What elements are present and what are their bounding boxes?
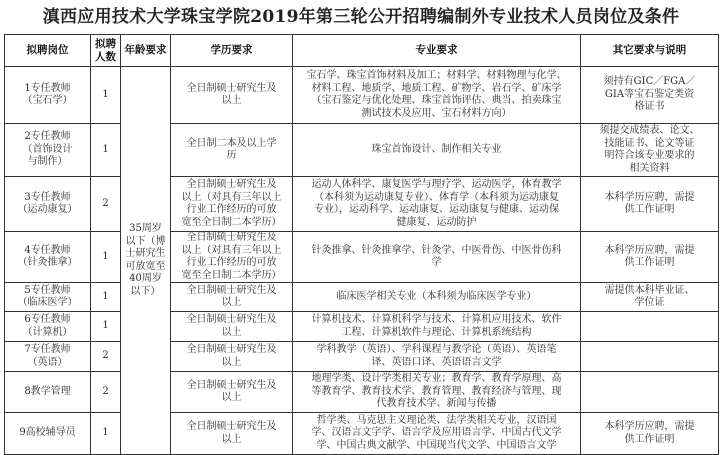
post-cell: 8教学管理 (5, 372, 91, 413)
education-cell: 全日制硕士研究生及 以上 (171, 342, 293, 372)
major-cell: 珠宝首饰设计、制作相关专业 (293, 124, 581, 177)
major-cell: 地理学类、设计学类相关专业；教育学、教育学原理、高 等教育学、教育技术学、教育管理、教育经济与管理、现 代教育技术学、新闻与传播 (293, 372, 581, 413)
other-cell: 须提交成绩表、论文、 技能证书、论文等证 明符合该专业要求的 相关资料 (581, 124, 719, 177)
other-cell: 本科学历应聘，需提 供工作证明 (581, 232, 719, 283)
education-cell: 全日制硕士研究生及 以上（对具有三年以上 行业工作经历的可放 宽至全日制二本学历） (171, 177, 293, 232)
other-cell (581, 372, 719, 413)
major-cell: 运动人体科学、康复医学与理疗学、运动医学，体育教学 （本科须为运动康复专业）、体育学（本科须为运动康复 专业），运动科学、运动康复、运动康复与健康、运动保 健康复、运动防护 (293, 177, 581, 232)
count-cell: 1 (91, 283, 121, 312)
major-cell: 计算机技术、计算机科学与技术、计算机应用技术、软件 工程、计算机软件与理论、计算机系统结构 (293, 312, 581, 342)
header-age: 年龄要求 (121, 35, 171, 67)
table-row (5, 372, 719, 413)
education-cell: 全日制硕士研究生及 以上 (171, 67, 293, 124)
other-cell: 本科学历应聘，需提 供工作证明 (581, 177, 719, 232)
major-cell: 针灸推拿、针灸推拿学、针灸学、中医骨伤、中医骨伤科 学 (293, 232, 581, 283)
count-cell: 1 (91, 232, 121, 283)
major-cell: 临床医学相关专业（本科须为临床医学专业） (293, 283, 581, 312)
post-cell: 7专任教师 （英语） (5, 342, 91, 372)
count-cell: 1 (91, 413, 121, 455)
post-cell: 2专任教师 （首饰设计 与制作） (5, 124, 91, 177)
count-cell: 2 (91, 177, 121, 232)
header-count: 拟聘 人数 (91, 35, 121, 67)
table-row (5, 342, 719, 372)
count-cell: 2 (91, 342, 121, 372)
table-row (5, 283, 719, 312)
post-cell: 9高校辅导员 (5, 413, 91, 455)
table-row (5, 413, 719, 455)
education-cell: 全日制二本及以上学 历 (171, 124, 293, 177)
post-cell: 4专任教师 （针灸推拿） (5, 232, 91, 283)
header-post: 拟聘岗位 (5, 35, 91, 67)
count-cell: 1 (91, 124, 121, 177)
count-cell: 1 (91, 67, 121, 124)
post-cell: 3专任教师 （运动康复） (5, 177, 91, 232)
table-row (5, 67, 719, 124)
count-cell: 1 (91, 312, 121, 342)
other-cell (581, 312, 719, 342)
table-row (5, 177, 719, 232)
table-row (5, 124, 719, 177)
header-other: 其它要求与说明 (581, 35, 719, 67)
post-cell: 5专任教师 （临床医学） (5, 283, 91, 312)
other-cell (581, 342, 719, 372)
post-cell: 1专任教师 （宝石学） (5, 67, 91, 124)
age-requirement-cell: 35周岁 以下（博 士研究生 可放宽至 40周岁 以下） (121, 67, 171, 455)
header-major: 专业要求 (293, 35, 581, 67)
header-education: 学历要求 (171, 35, 293, 67)
major-cell: 宝石学、珠宝首饰材料及加工；材料学、材料物理与化学、 材料工程、地质学、地质工程、矿物学、岩石学、矿床学 （宝石鉴定与优化处理、珠宝首饰评估、典当、拍卖珠宝 测试技术及应用、宝石材料方向） (293, 67, 581, 124)
table-row (5, 312, 719, 342)
table-header-row (5, 35, 719, 67)
other-cell: 须持有GIC／FGA／ GIA等宝石鉴定类资 格证书 (581, 67, 719, 124)
education-cell: 全日制硕士研究生及 以上 (171, 372, 293, 413)
other-cell: 本科学历应聘，需提 供工作证明 (581, 413, 719, 455)
count-cell: 2 (91, 372, 121, 413)
education-cell: 全日制硕士研究生及 以上（对具有三年以上 行业工作经历的可放 宽至全日制二本学历） (171, 232, 293, 283)
page-title: 滇西应用技术大学珠宝学院2019年第三轮公开招聘编制外专业技术人员岗位及条件 (42, 7, 680, 27)
table-row (5, 232, 719, 283)
education-cell: 全日制硕士研究生及 以上 (171, 283, 293, 312)
education-cell: 全日制硕士研究生及 以上 (171, 312, 293, 342)
positions-table (4, 34, 719, 455)
major-cell: 哲学类、马克思主义理论类、法学类相关专业，汉语国 学、汉语言文字学、语言学及应用语言学、中国古代文学 学、中国古典文献学、中国现当代文学、中国语言文学 (293, 413, 581, 455)
other-cell: 需提供本科毕业证、 学位证 (581, 283, 719, 312)
major-cell: 学科教学（英语）、学科课程与教学论（英语）、英语笔 译、英语口译、英语语言文学 (293, 342, 581, 372)
education-cell: 全日制硕士研究生及 以上 (171, 413, 293, 455)
post-cell: 6专任教师 （计算机） (5, 312, 91, 342)
